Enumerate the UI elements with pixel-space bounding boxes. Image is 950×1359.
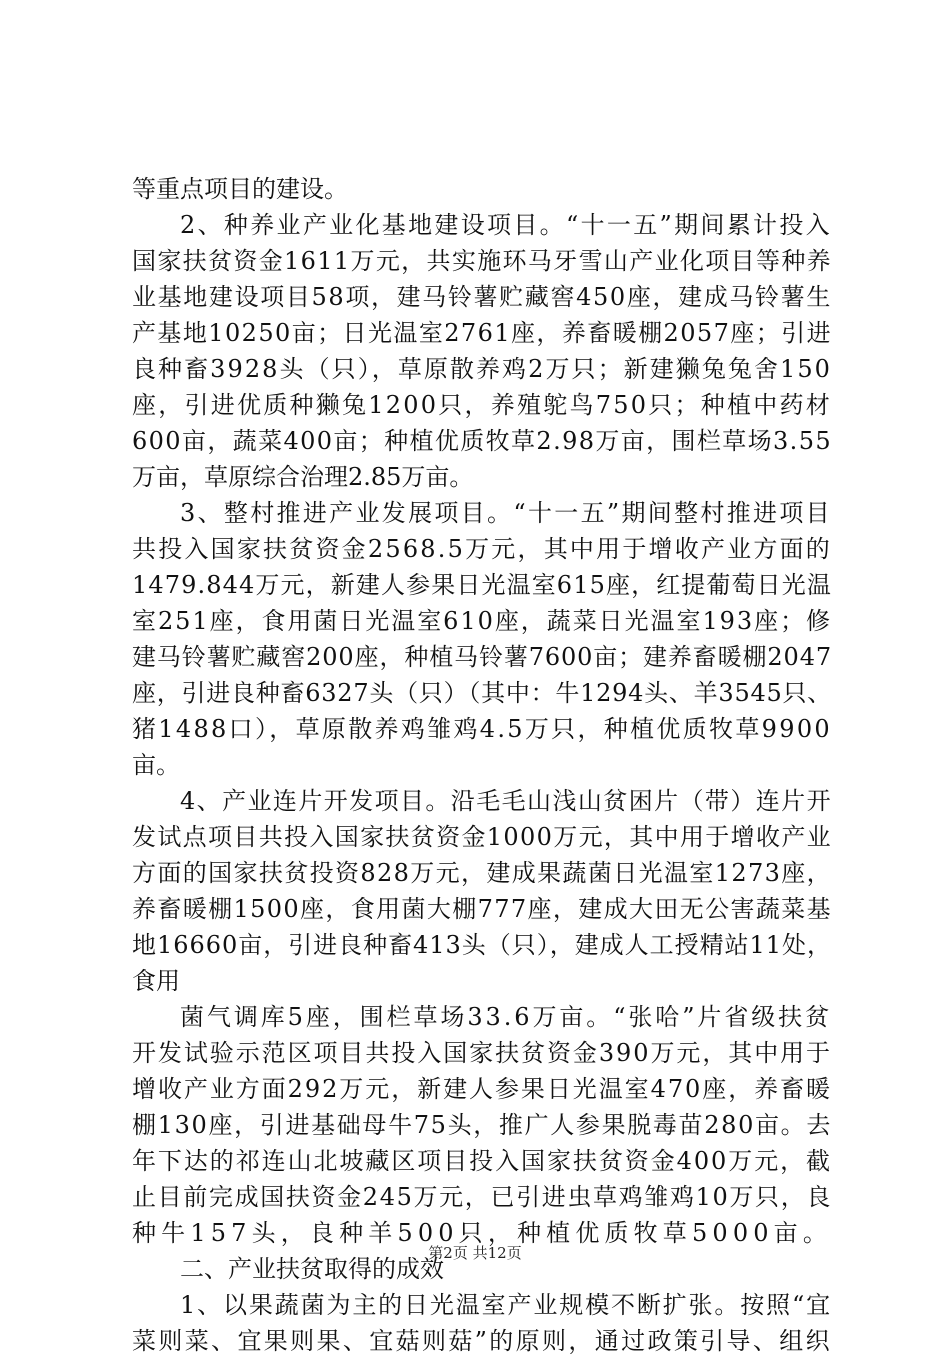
text-line: 二、产业扶贫取得的成效	[180, 1255, 444, 1283]
text-line: 食用	[132, 967, 180, 995]
text-line: 养畜暖棚1500座，食用菌大棚777座，建成大田无公害蔬菜基	[132, 895, 832, 923]
text-line: 万亩，草原综合治理2.85万亩。	[132, 463, 474, 491]
text-line: 发试点项目共投入国家扶贫资金1000万元，其中用于增收产业	[132, 823, 832, 851]
text-line: 产基地10250亩；日光温室2761座，养畜暖棚2057座；引进	[132, 319, 832, 347]
text-line: 国家扶贫资金1611万元，共实施环马牙雪山产业化项目等种养	[132, 247, 832, 275]
text-line: 4、产业连片开发项目。沿毛毛山浅山贫困片（带）连片开	[180, 787, 832, 815]
text-line: 种牛157头，良种羊500只，种植优质牧草5000亩。	[132, 1219, 832, 1247]
text-line: 棚130座，引进基础母牛75头，推广人参果脱毒苗280亩。去	[132, 1111, 832, 1139]
document-body	[132, 171, 832, 1359]
text-line: 2、种养业产业化基地建设项目。“十一五”期间累计投入	[180, 211, 832, 239]
text-line: 建马铃薯贮藏窖200座，种植马铃薯7600亩；建养畜暖棚2047	[132, 643, 832, 671]
text-line: 年下达的祁连山北坡藏区项目投入国家扶贫资金400万元，截	[132, 1147, 832, 1175]
text-line: 座，引进良种畜6327头（只）（其中：牛1294头、羊3545只、	[132, 679, 832, 707]
text-line: 1、以果蔬菌为主的日光温室产业规模不断扩张。按照“宜	[180, 1291, 832, 1319]
text-line: 止目前完成国扶资金245万元，已引进虫草鸡雏鸡10万只，良	[132, 1183, 832, 1211]
text-line: 方面的国家扶贫投资828万元，建成果蔬菌日光温室1273座，	[132, 859, 832, 887]
text-line: 1479.844万元，新建人参果日光温室615座，红提葡萄日光温	[132, 571, 832, 599]
text-line: 良种畜3928头（只），草原散养鸡2万只；新建獭兔兔舍150	[132, 355, 832, 383]
text-line: 开发试验示范区项目共投入国家扶贫资金390万元，其中用于	[132, 1039, 832, 1067]
text-line: 座，引进优质种獭兔1200只，养殖鸵鸟750只；种植中药材	[132, 391, 832, 419]
text-line: 亩。	[132, 751, 180, 779]
text-line: 猪1488口），草原散养鸡雏鸡4.5万只，种植优质牧草9900	[132, 715, 832, 743]
text-line: 菜则菜、宜果则果、宜菇则菇”的原则，通过政策引导、组织	[132, 1327, 832, 1355]
text-line: 共投入国家扶贫资金2568.5万元，其中用于增收产业方面的	[132, 535, 832, 563]
text-line: 室251座，食用菌日光温室610座，蔬菜日光温室193座；修	[132, 607, 832, 635]
text-line: 3、整村推进产业发展项目。“十一五”期间整村推进项目	[180, 499, 832, 527]
text-line: 业基地建设项目58项，建马铃薯贮藏窖450座，建成马铃薯生	[132, 283, 832, 311]
text-line: 菌气调库5座，围栏草场33.6万亩。“张哈”片省级扶贫	[180, 1003, 832, 1031]
page-footer: 第2页 共12页	[428, 1244, 522, 1262]
text-line: 增收产业方面292万元，新建人参果日光温室470座，养畜暖	[132, 1075, 832, 1103]
text-line: 地16660亩，引进良种畜413头（只），建成人工授精站11处，	[132, 931, 832, 959]
text-line: 等重点项目的建设。	[132, 175, 348, 203]
text-line: 600亩，蔬菜400亩；种植优质牧草2.98万亩，围栏草场3.55	[132, 427, 832, 455]
